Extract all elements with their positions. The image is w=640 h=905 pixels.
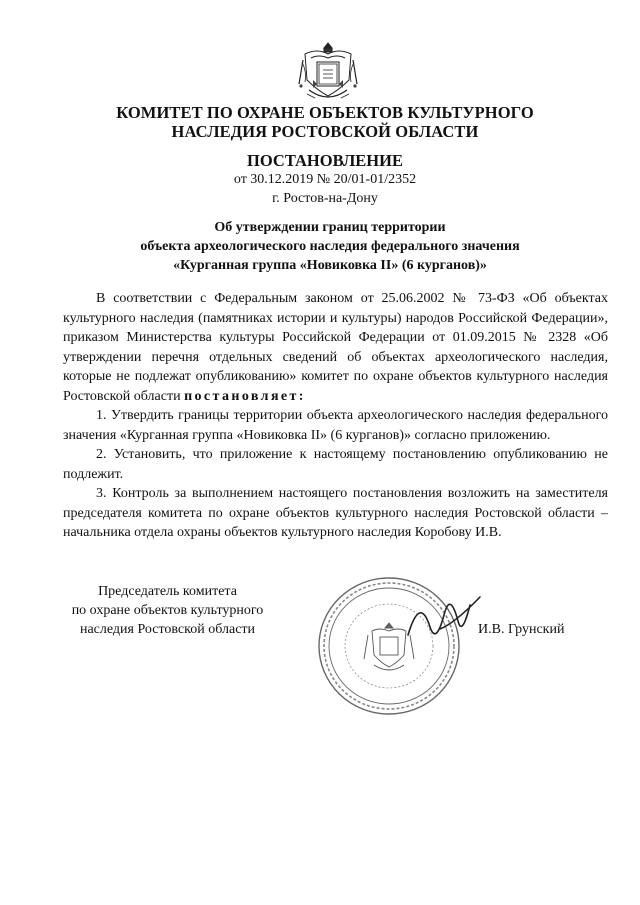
org-line-2: НАСЛЕДИЯ РОСТОВСКОЙ ОБЛАСТИ — [171, 122, 479, 141]
decree-item-3: 3. Контроль за выполнением настоящего постановления возложить на заместителя председателя комитета по охране объектов культурного наследия Ростовской области – начальника отдела охраны объектов культурного наследия Коробову И.В. — [63, 486, 608, 540]
document-meta — [60, 170, 590, 208]
intro-text: В соответствии с Федеральным законом от 25.06.2002 № 73-ФЗ «Об объектах культурного наследия (памятниках истории и культуры) народов Российской Федерации», приказом Министерства культуры Российской Федерации от 01.09.2015 № 2328 «Об утверждении перечня отдельных сведений об объектах археологического наследия, которые не подлежат опубликованию» комитет по охране объектов культурного наследия Ростовской области — [63, 291, 608, 404]
coat-of-arms-emblem — [297, 40, 359, 106]
document-type: ПОСТАНОВЛЕНИЕ — [247, 151, 403, 170]
signer-name: И.В. Грунский — [478, 622, 565, 637]
position-line-2: по охране объектов культурного — [71, 603, 264, 618]
date-number: от 30.12.2019 № 20/01-01/2352 — [233, 172, 417, 187]
intro-paragraph — [63, 289, 608, 406]
subject-line-1: Об утверждении границ территории — [214, 220, 446, 235]
subject-line-2: объекта археологического наследия федерального значения — [140, 239, 520, 254]
decree-item-1: 1. Утвердить границы территории объекта археологического наследия федерального значения «Курганная группа «Новиковка II» (6 курганов)» согласно приложению. — [63, 408, 608, 443]
decree-word: постановляет: — [184, 388, 306, 404]
organization-title — [60, 103, 590, 141]
position-line-1: Председатель комитета — [98, 584, 237, 599]
decree-item-2: 2. Установить, что приложение к настоящему постановлению опубликованию не подлежит. — [63, 447, 608, 482]
city: г. Ростов-на-Дону — [272, 191, 378, 206]
signer-position — [60, 582, 275, 639]
document-subject — [60, 218, 600, 275]
decree-items — [63, 406, 608, 543]
subject-line-3: «Курганная группа «Новиковка II» (6 курганов)» — [173, 258, 487, 273]
handwritten-signature — [400, 585, 490, 655]
org-line-1: КОМИТЕТ ПО ОХРАНЕ ОБЪЕКТОВ КУЛЬТУРНОГО — [116, 103, 534, 122]
position-line-3: наследия Ростовской области — [79, 622, 256, 637]
